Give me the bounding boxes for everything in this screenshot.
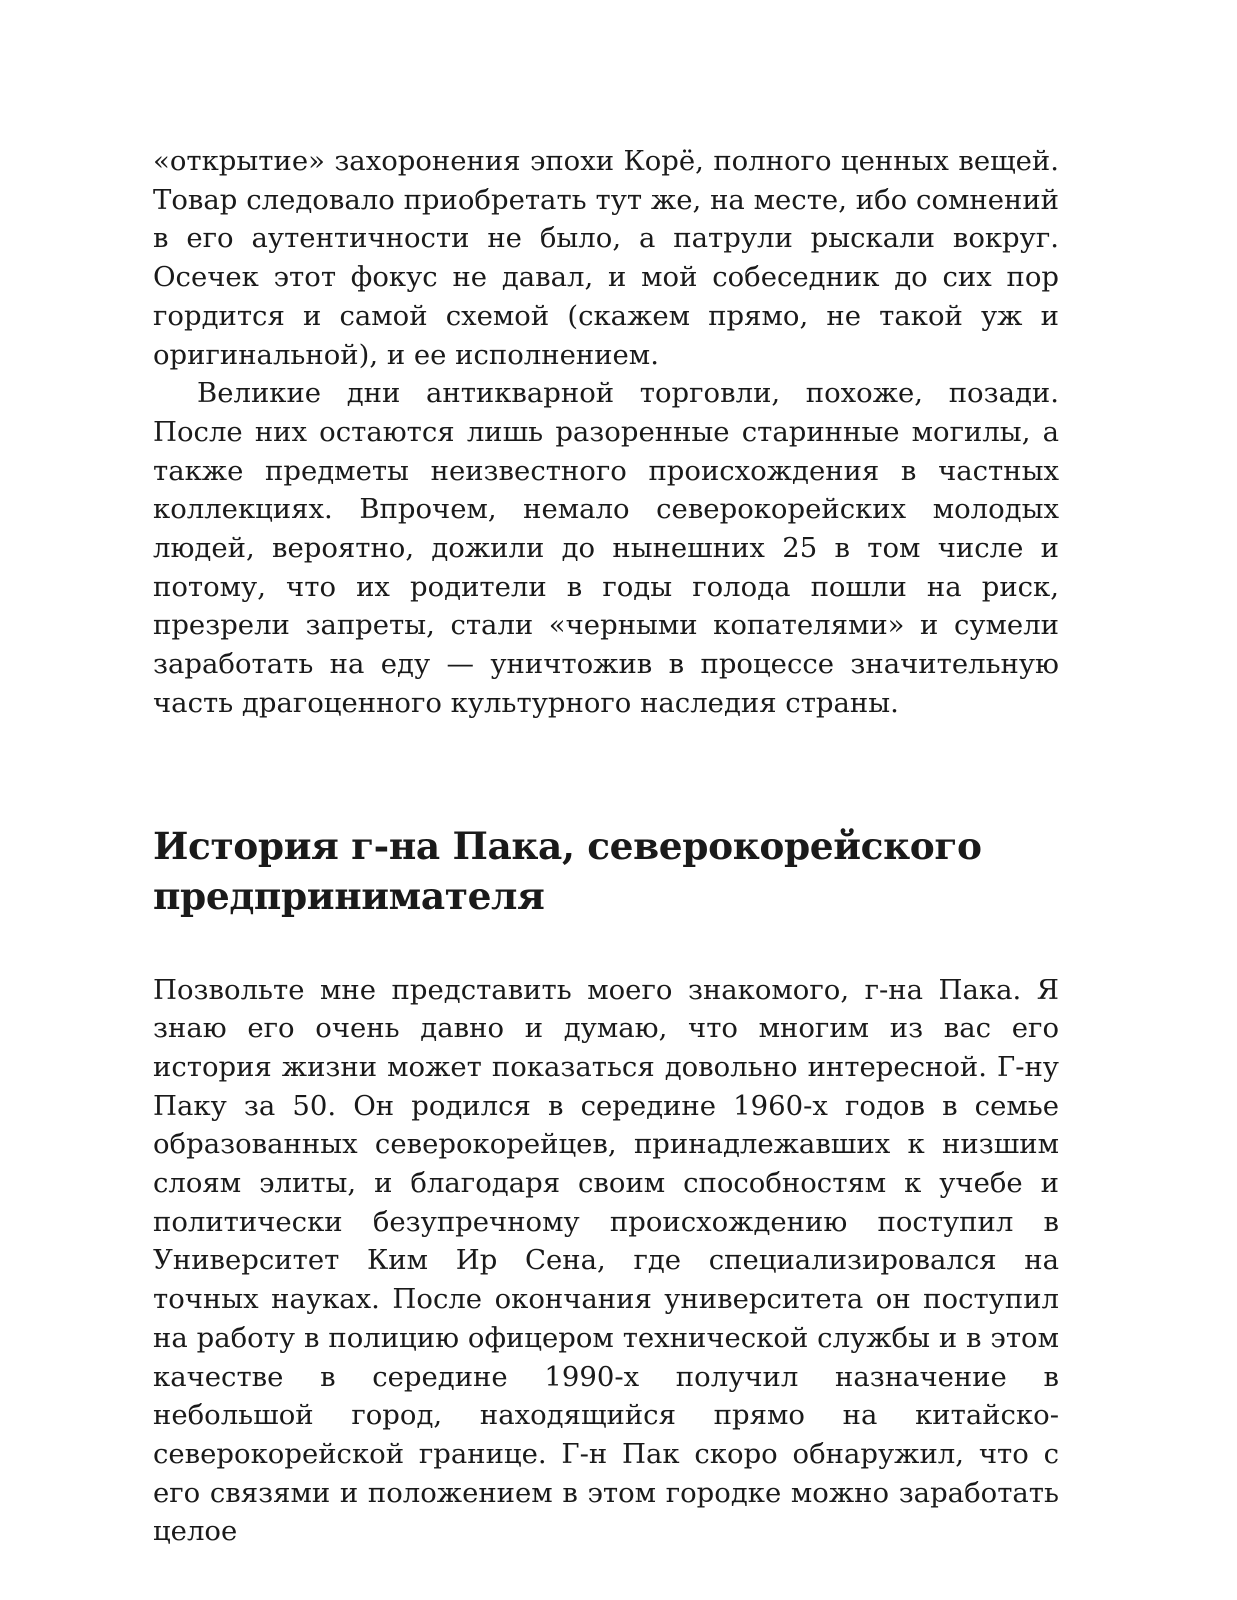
paragraph-antique-trade: Великие дни антикварной торговли, похоже, позади. После них остаются лишь разоренные старинные могилы, а также предметы неизвестного происхождения в частных коллекциях. Впрочем, немало северокорейских молодых людей, вероятно, дожили до нынешних 25 в том числе и потому, что их родители в годы голода пошли на риск, презрели запреты, стали «черными копателями» и сумели заработать на еду — уничтожив в процессе значительную часть драгоценного культурного наследия страны. bbox=[153, 377, 1059, 719]
paragraph-mr-pak-intro: Позвольте мне представить моего знакомого, г-на Пака. Я знаю его очень давно и думаю, что многим из вас его история жизни может показаться довольно интересной. Г-ну Паку за 50. Он родился в середине 1960-х годов в семье образованных северокорейцев, принадлежавших к низшим слоям элиты, и благодаря своим способностям к учебе и политически безупречному происхождению поступил в Университет Ким Ир Сена, где специализировался на точных науках. После окончания университета он поступил на работу в полицию офицером технической службы и в этом качестве в середине 1990-х получил назначение в небольшой город, находящийся прямо на китайско-северокорейской границе. Г-н Пак скоро обнаружил, что с его связями и положением в этом городке можно заработать целое bbox=[153, 973, 1059, 1548]
paragraph-continuation: «открытие» захоронения эпохи Корё, полного ценных вещей. Товар следовало приобретать тут же, на месте, ибо сомнений в его аутентичности не было, а патрули рыскали вокруг. Осечек этот фокус не давал, и мой собеседник до сих пор гордится и самой схемой (скажем прямо, не такой уж и оригинальной), и ее исполнением. bbox=[153, 145, 1059, 371]
page-content bbox=[153, 142, 1059, 1551]
section-body bbox=[153, 971, 1059, 1552]
section-title: История г-на Пака, северокорейского предпринимателя bbox=[153, 823, 982, 918]
